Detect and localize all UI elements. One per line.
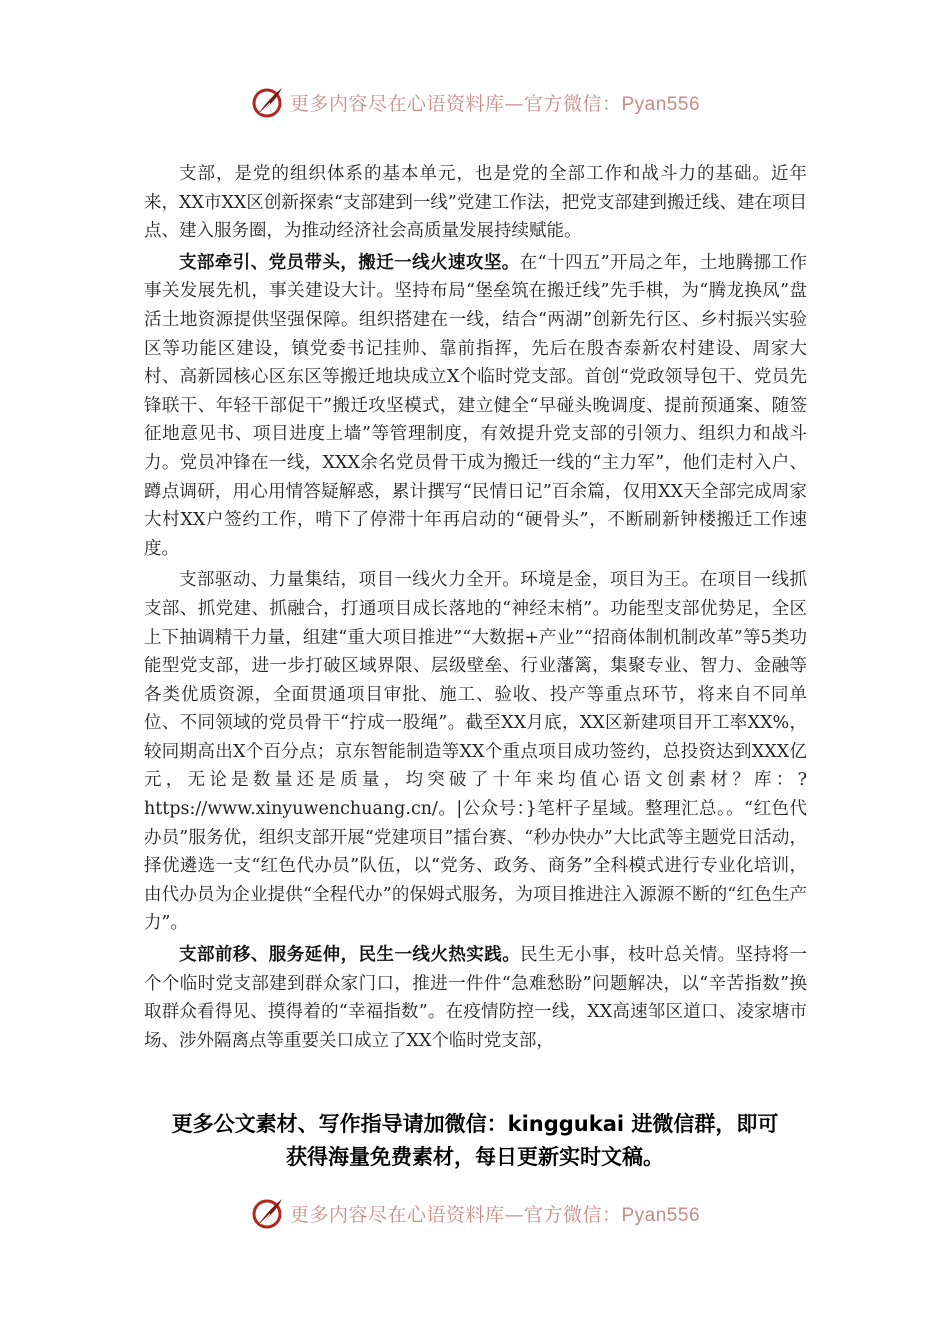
header-banner [0,82,950,122]
wechat-notice [120,1108,830,1174]
footer-wechat-account: Pyan556 [621,1204,701,1226]
footer-banner [0,1193,950,1233]
footer-banner-text: 更多内容尽在心语资料库—官方微信：Pyan556 [289,1203,701,1226]
quill-logo-icon [250,84,286,120]
paragraph-lead: 支部牵引、党员带头，搬迁一线火速攻坚。 [179,252,520,273]
paragraph [144,566,807,938]
paragraph [144,249,807,564]
article-body [144,160,807,1058]
notice-line-1: 更多公文素材、写作指导请加微信：kinggukai 进微信群，即可 [171,1112,779,1136]
notice-line-2: 获得海量免费素材，每日更新实时文稿。 [286,1145,664,1169]
paragraph [144,941,807,1055]
header-wechat-account: Pyan556 [621,93,701,115]
quill-logo-icon [250,1195,286,1231]
paragraph [144,160,807,246]
paragraph-lead: 支部前移、服务延伸，民生一线火热实践。 [179,945,521,966]
paragraph-text: 民生无小事，枝叶总关情。坚持将一个个临时党支部建到群众家门口，推进一件件“急难愁盼”问题解决，以“辛苦指数”换取群众看得见、摸得着的“幸福指数”。在疫情防控一线，XX高速邹区道口、凌家塘市场、涉外隔离点等重要关口成立了XX个临时党支部， [144,945,808,1051]
header-banner-text: 更多内容尽在心语资料库—官方微信：Pyan556 [289,92,701,115]
paragraph-text: 在“十四五”开局之年，土地腾挪工作事关发展先机，事关建设大计。坚持布局“堡垒筑在搬迁线”先手棋，为“腾龙换凤”盘活土地资源提供坚强保障。组织搭建在一线，结合“两湖”创新先行区、乡村振兴实验区等功能区建设，镇党委书记挂帅、靠前指挥，先后在殷杏泰新农村建设、周家大村、高新园核心区东区等搬迁地块成立X个临时党支部。首创“党政领导包干、党员先锋联干、年轻干部促干”搬迁攻坚模式，建立健全“早碰头晚调度、提前预通案、随签征地意见书、项目进度上墙”等管理制度，有效提升党支部的引领力、组织力和战斗力。党员冲锋在一线，XXX余名党员骨干成为搬迁一线的“主力军”，他们走村入户、蹲点调研，用心用情答疑解惑，累计撰写“民情日记”百余篇，仅用XX天全部完成周家大村XX户签约工作，啃下了停滞十年再启动的“硬骨头”，不断刷新钟楼搬迁工作速度。 [144,252,807,559]
paragraph-text: 支部驱动、力量集结，项目一线火力全开。环境是金，项目为王。在项目一线抓支部、抓党建、抓融合，打通项目成长落地的“神经末梢”。功能型支部优势足，全区上下抽调精干力量，组建“重大项目推进”“大数据+产业”“招商体制机制改革”等5类功能型党支部，进一步打破区域界限、层级壁垒、行业藩篱，集聚专业、智力、金融等各类优质资源，全面贯通项目审批、施工、验收、投产等重点环节，将来自不同单位、不同领域的党员骨干“拧成一股绳”。截至XX月底，XX区新建项目开工率XX%，较同期高出X个百分点；京东智能制造等XX个重点项目成功签约，总投资达到XXX亿元，无论是数量还是质量，均突破了十年来均值心语文创素材？库：?https://www.xinyuwenchuang.cn/。|公众号：}笔杆子星域。整理汇总。。“红色代办员”服务优，组织支部开展“党建项目”擂台赛、“秒办快办”大比武等主题党日活动，择优遴选一支“红色代办员”队伍，以“党务、政务、商务”全科模式进行专业化培训，由代办员为企业提供“全程代办”的保姆式服务，为项目推进注入源源不断的“红色生产力”。 [144,570,807,934]
paragraph-text: 支部，是党的组织体系的基本单元，也是党的全部工作和战斗力的基础。近年来，XX市XX区创新探索“支部建到一线”党建工作法，把党支部建到搬迁线、建在项目点、建入服务圈，为推动经济社会高质量发展持续赋能。 [144,164,807,242]
